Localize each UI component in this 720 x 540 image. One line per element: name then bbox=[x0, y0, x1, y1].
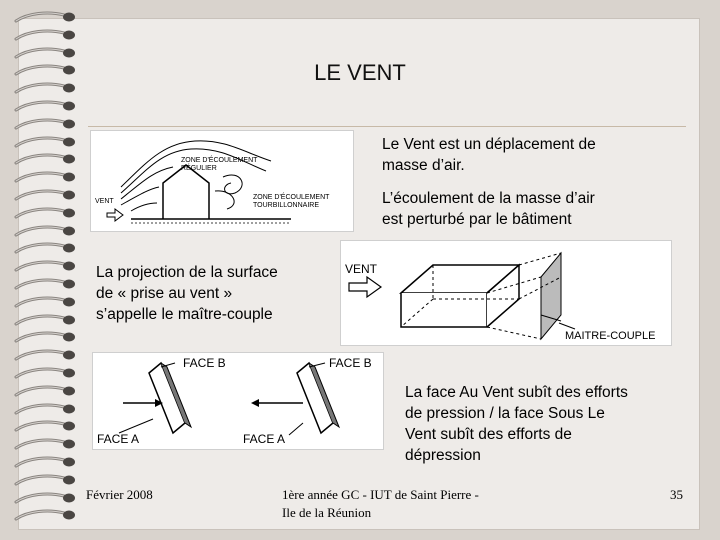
face-a-label-2: FACE A bbox=[243, 432, 286, 446]
face-b-label-2: FACE B bbox=[329, 356, 372, 370]
text-left: La projection de la surface de « prise au vent » s’appelle le maître-couple bbox=[96, 264, 278, 323]
binding-ring bbox=[14, 224, 76, 238]
binding-ring bbox=[14, 99, 76, 113]
footer-date: Février 2008 bbox=[86, 487, 153, 502]
zone-regular-label: ZONE D'ÉCOULEMENT RÉGULIER bbox=[181, 157, 258, 172]
airflow-diagram bbox=[91, 131, 353, 231]
binding-ring bbox=[14, 28, 76, 42]
binding-ring bbox=[14, 455, 76, 469]
binding-ring bbox=[14, 419, 76, 433]
maitre-couple-figure bbox=[340, 240, 672, 346]
wind-label: VENT bbox=[95, 198, 114, 205]
binding-ring bbox=[14, 259, 76, 273]
binding-ring bbox=[14, 10, 76, 24]
binding-ring bbox=[14, 117, 76, 131]
binding-ring bbox=[14, 46, 76, 60]
binding-ring bbox=[14, 508, 76, 522]
face-a-label-1: FACE A bbox=[97, 432, 140, 446]
binding-ring bbox=[14, 348, 76, 362]
wind-label: VENT bbox=[345, 262, 378, 276]
text-top: Le Vent est un déplacement de masse d’air. bbox=[382, 136, 596, 174]
maitre-couple-diagram bbox=[341, 241, 671, 345]
slide-title: LE VENT bbox=[314, 60, 406, 85]
zone-turbulent-label: ZONE D'ÉCOULEMENT TOURBILLONNAIRE bbox=[253, 194, 330, 209]
binding-ring bbox=[14, 188, 76, 202]
title-rule bbox=[88, 126, 686, 127]
binding-ring bbox=[14, 135, 76, 149]
binding-ring bbox=[14, 491, 76, 505]
binding-ring bbox=[14, 366, 76, 380]
footer-page-number: 35 bbox=[670, 487, 683, 502]
binding-ring bbox=[14, 152, 76, 166]
footer-center: 1ère année GC - IUT de Saint Pierre - Ile de la Réunion bbox=[282, 487, 479, 520]
binding-ring bbox=[14, 402, 76, 416]
binding-ring bbox=[14, 384, 76, 398]
binding-ring bbox=[14, 330, 76, 344]
binding-ring bbox=[14, 170, 76, 184]
binding-ring bbox=[14, 206, 76, 220]
maitre-couple-label: MAITRE-COUPLE bbox=[565, 330, 656, 342]
text-middle: L’écoulement de la masse d’air est perturbé par le bâtiment bbox=[382, 190, 595, 228]
binding-ring bbox=[14, 295, 76, 309]
binding-ring bbox=[14, 313, 76, 327]
binding-ring bbox=[14, 473, 76, 487]
text-bottom: La face Au Vent subît des efforts de pression / la face Sous Le Vent subît des efforts de dépression bbox=[405, 384, 628, 464]
binding-ring bbox=[14, 241, 76, 255]
faces-figure bbox=[92, 352, 384, 450]
faces-diagram bbox=[93, 353, 383, 449]
airflow-figure bbox=[90, 130, 354, 232]
face-b-label-1: FACE B bbox=[183, 356, 226, 370]
binding-ring bbox=[14, 277, 76, 291]
binding-ring bbox=[14, 437, 76, 451]
